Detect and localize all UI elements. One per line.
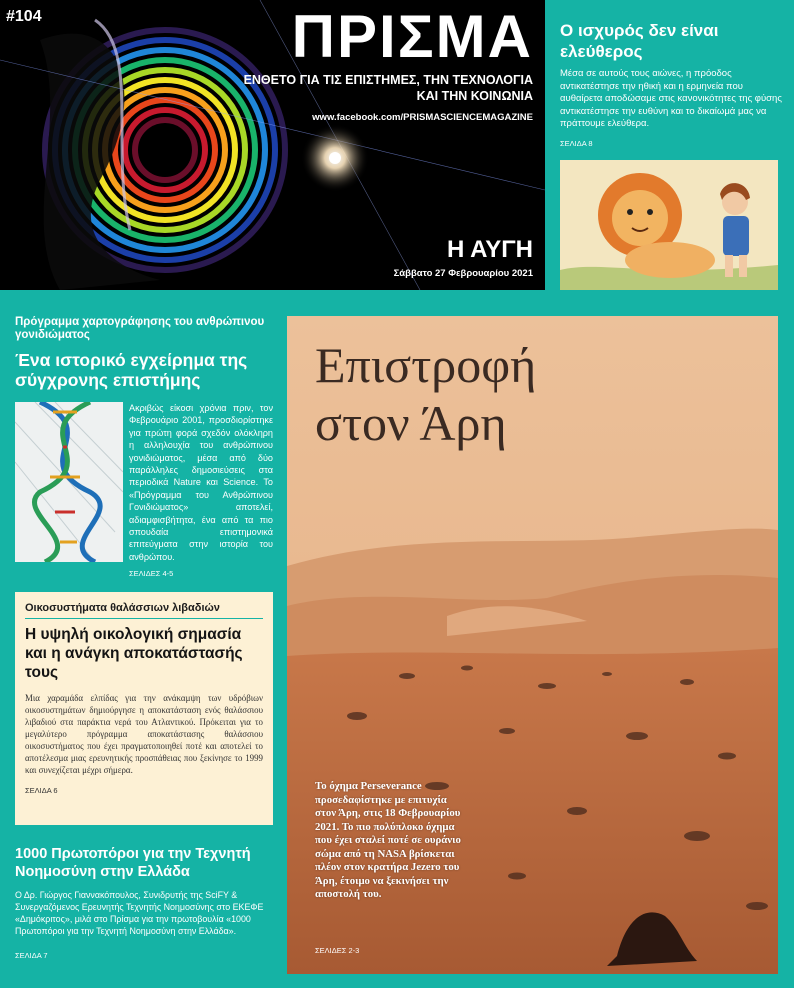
ai-article[interactable] xyxy=(15,845,273,960)
philosophy-page-ref: ΣΕΛΙΔΑ 8 xyxy=(560,138,593,148)
issue-date: Σάββατο 27 Φεβρουαρίου 2021 xyxy=(393,268,533,279)
ai-summary: Ο Δρ. Γιώργος Γιαννακόπουλος, Συνιδρυτής της SciFY & Συνεργαζόμενος Ερευνητής Τεχνητής Νοημοσύνης στο ΕΚΕΦΕ «Δημόκριτος», μιλά στο Πρίσμα για την πρωτοβουλία «1000 Πρωτοπόροι για την Τεχνητή Νοημοσύνη στην Ελλάδα». xyxy=(15,890,264,936)
mars-caption: Το όχημα Perseverance προσεδαφίστηκε με επιτυχία στον Άρη, στις 18 Φεβρουαρίου 2021. Το πιο πολύπλοκο όχημα που έχει σταλεί ποτέ σε ουράνιο σώμα από τη NASA βρίσκεται πλέον στον κρατήρα Jezero του Άρη, έτοιμο να ξεκινήσει την αποστολή του. xyxy=(315,780,461,900)
seagrass-article[interactable] xyxy=(15,592,273,825)
magazine-tagline: ΕΝΘΕΤΟ ΓΙΑ ΤΙΣ ΕΠΙΣΤΗΜΕΣ, ΤΗΝ ΤΕΧΝΟΛΟΓΙΑ ΚΑΙ ΤΗΝ ΚΟΙΝΩΝΙΑ xyxy=(243,73,533,103)
issue-number: #104 xyxy=(6,8,42,25)
seagrass-kicker: Οικοσυστήματα θαλάσσιων λιβαδιών xyxy=(25,602,220,614)
genome-article[interactable] xyxy=(15,316,273,578)
genome-title: Ένα ιστορικό εγχείρημα της σύγχρονης επιστήμης xyxy=(15,350,248,390)
ai-title: 1000 Πρωτοπόροι για την Τεχνητή Νοημοσύνη στην Ελλάδα xyxy=(15,846,251,880)
mars-page-ref: ΣΕΛΙΔΕΣ 2-3 xyxy=(315,946,360,955)
genome-kicker: Πρόγραμμα χαρτογράφησης του ανθρώπινου γονιδιώματος xyxy=(15,316,265,341)
seagrass-summary: Μια χαραμάδα ελπίδας για την ανάκαμψη των υδρόβιων οικοσυστημάτων δημιούργησε η αποκατάσταση ενός θαλάσσιου λιβαδιού στα παράκτια νερά του Ατλαντικού. Πρόκειται για το μεγαλύτερο πρόγραμμα αποκατάστασης θαλάσσιου οικοσυστήματος που έχει πραγματοποιηθεί ποτέ και αποτελεί το αποτέλεσμα μιας ερευνητικής προσπάθειας που ξεκίνησε το 1999 και συνεχίζεται μέχρι σήμερα. xyxy=(25,693,263,775)
newspaper-name: Η ΑΥΓΗ xyxy=(446,236,533,263)
dna-image xyxy=(15,402,123,562)
mars-title-line-2: στον Άρη xyxy=(315,395,507,451)
divider xyxy=(25,618,263,619)
philosophy-teaser[interactable] xyxy=(560,20,782,148)
seagrass-page-ref: ΣΕΛΙΔΑ 6 xyxy=(25,786,58,795)
mars-title xyxy=(315,336,536,452)
genome-summary: Ακριβώς είκοσι χρόνια πριν, τον Φεβρουάριο 2001, προσδιορίστηκε για πρώτη φορά σχεδόν ολόκληρη η αλληλουχία του ανθρώπινου γονιδιώματος, μέσα από δύο παράλληλες δημοσιεύσεις στα περιοδικά Nature και Science. Το «Πρόγραμμα του Ανθρώπινου Γονιδιώματος» αποτελεί, αδιαμφισβήτητα, ένα από τα πιο σπουδαία επιστημονικά επιτεύγματα στην ιστορία του ανθρώπου. xyxy=(129,403,273,562)
magazine-title: ΠΡΙΣΜΑ xyxy=(291,3,533,70)
lion-illustration xyxy=(560,160,778,290)
masthead xyxy=(0,0,545,290)
seagrass-title: Η υψηλή οικολογική σημασία και η ανάγκη αποκατάστασής τους xyxy=(25,626,243,681)
mars-cover-story[interactable] xyxy=(287,316,778,974)
philosophy-summary: Μέσα σε αυτούς τους αιώνες, η πρόοδος αντικατέστησε την ηθική και η ερμηνεία που αυθαίρετα αποδώσαμε στις κανονικότητες της φύσης αντικατέστησε την ευθύνη και το δικαίωμά μας να πράττουμε ελεύθερα. xyxy=(560,68,782,129)
genome-page-ref: ΣΕΛΙΔΕΣ 4-5 xyxy=(129,569,174,579)
mars-title-line-1: Επιστροφή xyxy=(315,337,537,393)
philosophy-title: Ο ισχυρός δεν είναι ελεύθερος xyxy=(560,21,719,61)
ai-page-ref: ΣΕΛΙΔΑ 7 xyxy=(15,951,48,960)
facebook-link[interactable]: www.facebook.com/PRISMASCIENCEMAGAZINE xyxy=(312,112,533,123)
